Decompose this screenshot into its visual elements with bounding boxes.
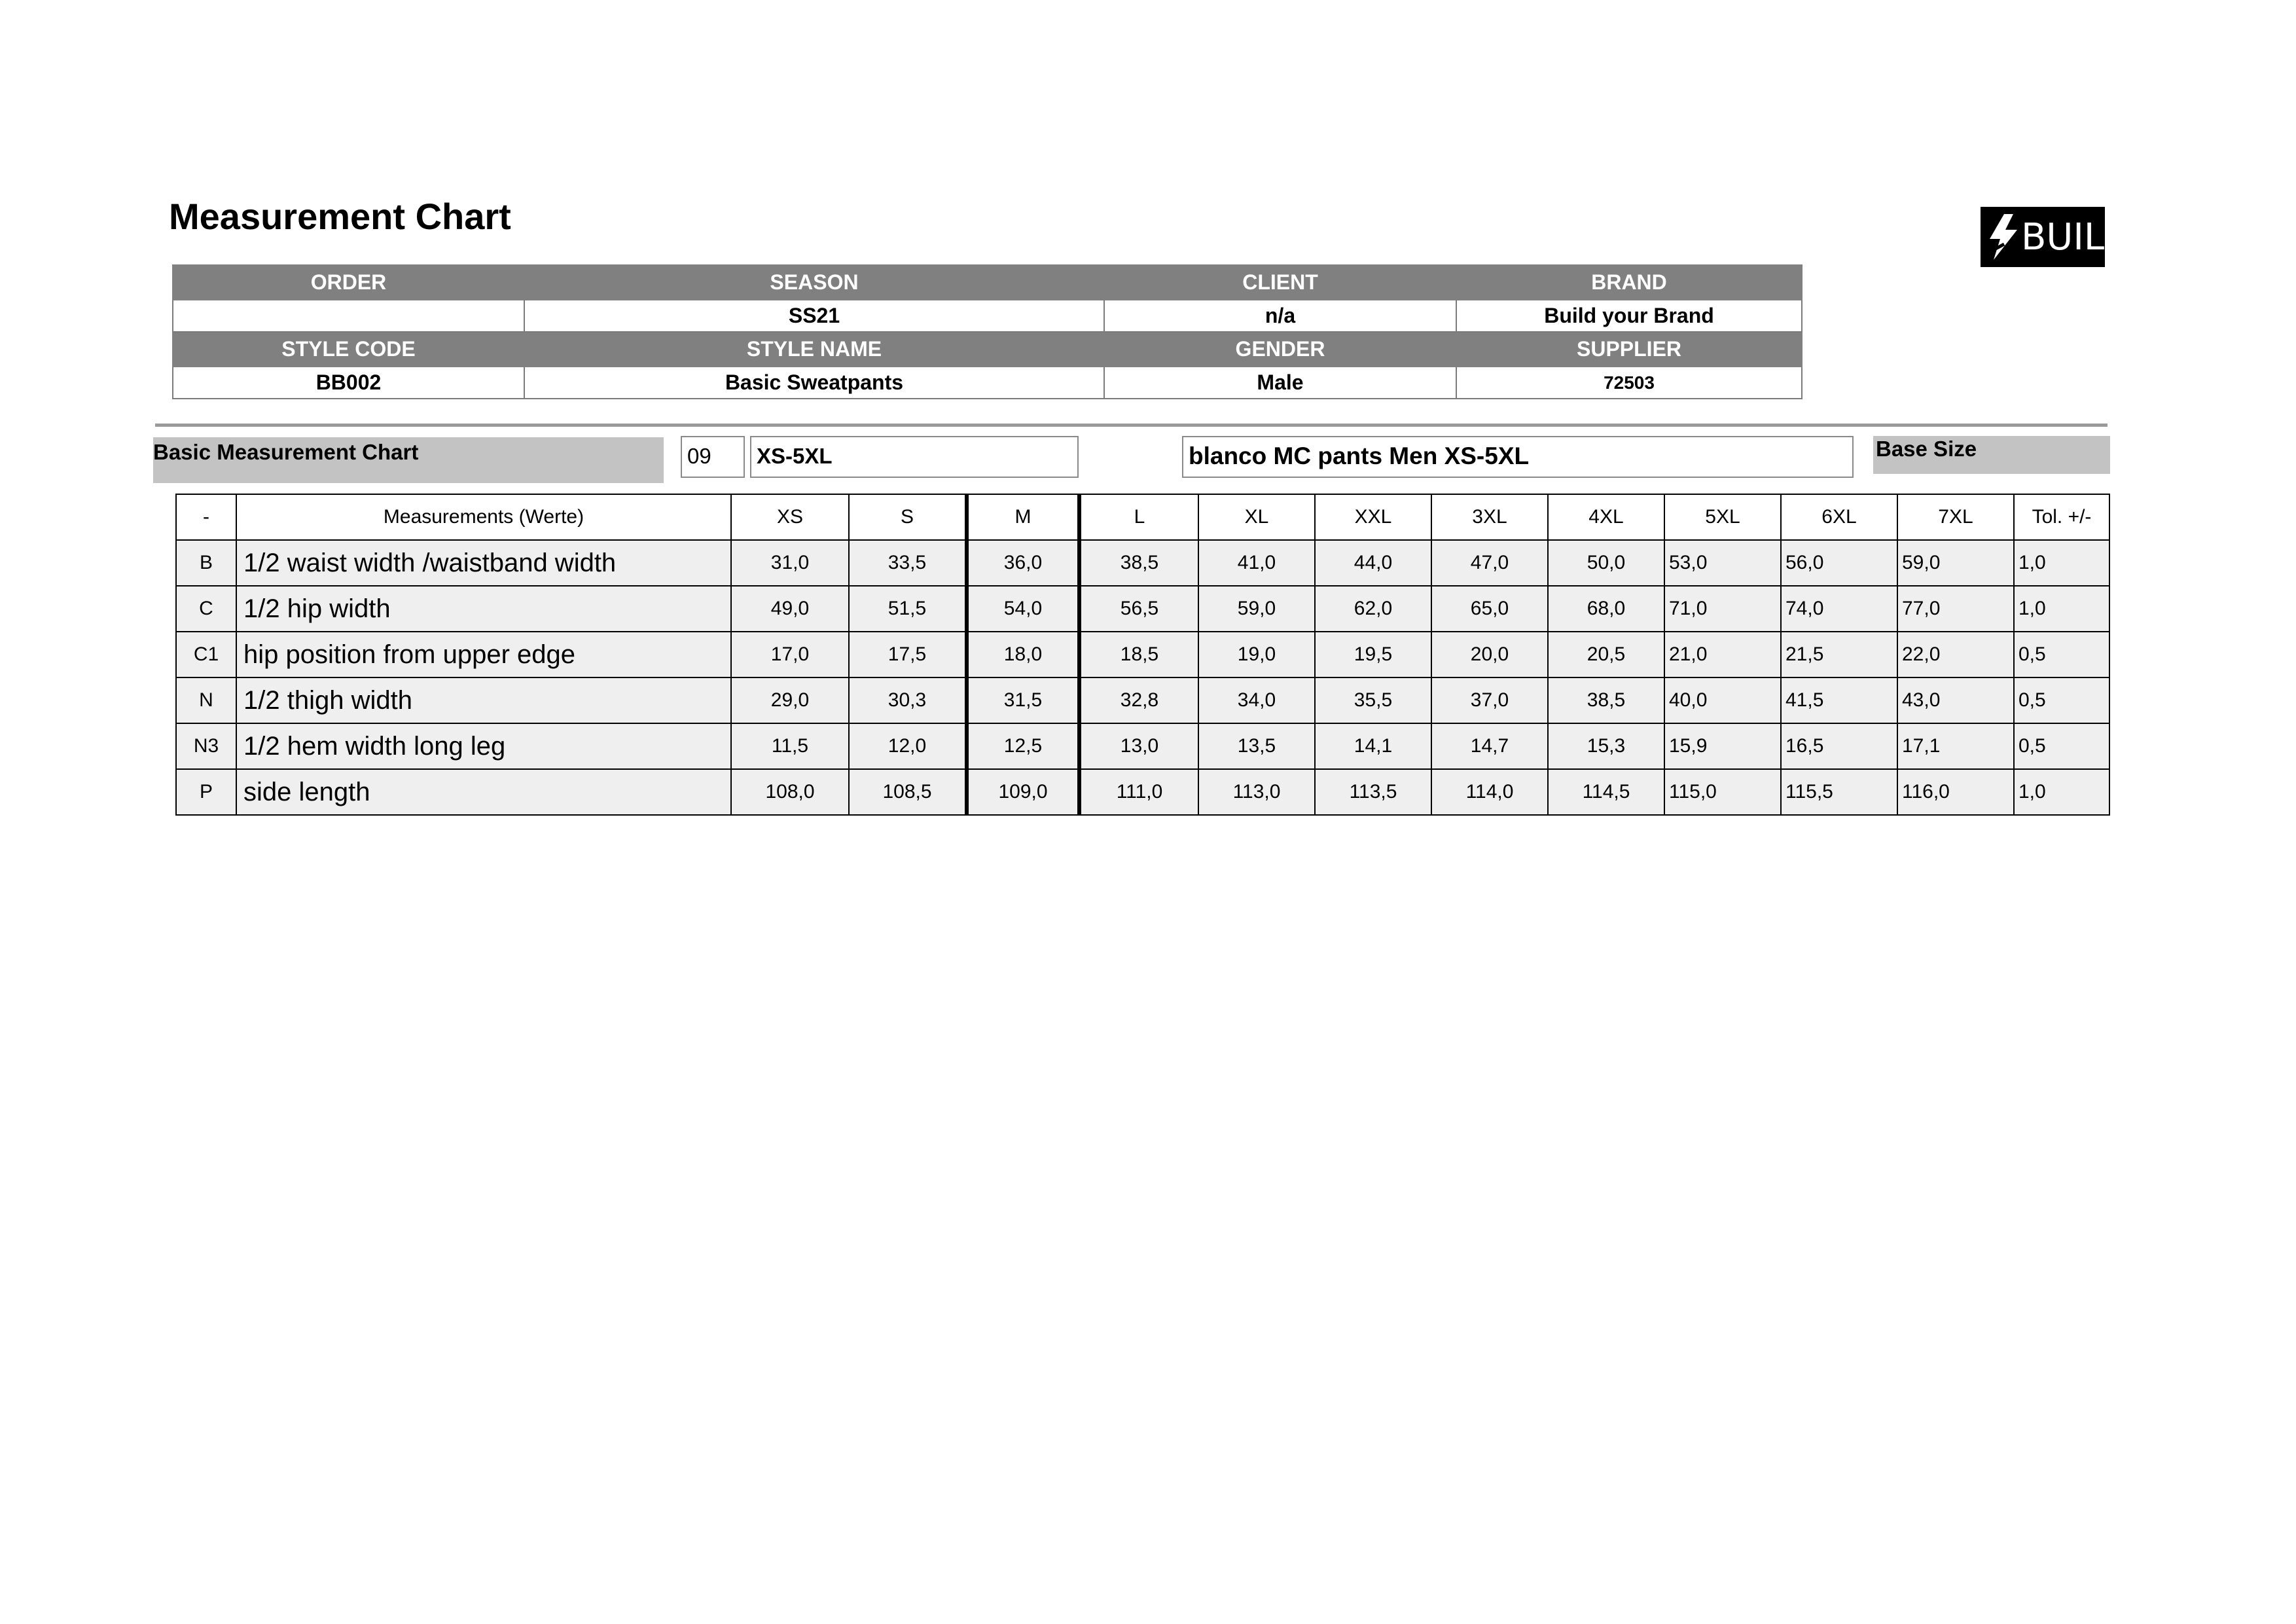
size-value-cell: 35,5 [1315,677,1431,723]
size-value-cell: 38,5 [1548,677,1664,723]
size-value-cell: 17,1 [1897,723,2014,769]
row-code: P [176,769,236,815]
size-value-cell: 44,0 [1315,540,1431,586]
col-header-measurements: Measurements (Werte) [236,494,731,540]
row-measurement-name: 1/2 hip width [236,586,731,632]
row-measurement-name: 1/2 hem width long leg [236,723,731,769]
size-value-cell: 38,5 [1079,540,1198,586]
gender-value: Male [1104,367,1456,399]
tolerance-cell: 0,5 [2014,632,2109,677]
size-value-cell: 31,0 [731,540,849,586]
col-header-tolerance: Tol. +/- [2014,494,2109,540]
size-value-cell: 15,3 [1548,723,1664,769]
table-row [176,540,2109,586]
size-value-cell: 65,0 [1431,586,1548,632]
size-value-cell: 20,0 [1431,632,1548,677]
size-value-cell: 54,0 [967,586,1079,632]
size-value-cell: 21,5 [1781,632,1897,677]
col-header-7xl: 7XL [1897,494,2014,540]
size-value-cell: 62,0 [1315,586,1431,632]
size-value-cell: 41,5 [1781,677,1897,723]
table-row [176,723,2109,769]
col-header-m: M [967,494,1079,540]
order-header: ORDER [173,265,524,300]
size-value-cell: 51,5 [849,586,967,632]
size-value-cell: 15,9 [1664,723,1781,769]
client-value: n/a [1104,300,1456,332]
style-code-value: BB002 [173,367,524,399]
row-measurement-name: 1/2 thigh width [236,677,731,723]
row-code: B [176,540,236,586]
size-value-cell: 115,5 [1781,769,1897,815]
supplier-value: 72503 [1456,367,1802,399]
page-title: Measurement Chart [169,196,511,237]
info-header-row-1 [173,265,1802,300]
style-code-header: STYLE CODE [173,332,524,367]
size-value-cell: 22,0 [1897,632,2014,677]
size-value-cell: 18,0 [967,632,1079,677]
season-header: SEASON [524,265,1104,300]
info-header-row-2 [173,332,1802,367]
size-value-cell: 29,0 [731,677,849,723]
size-value-cell: 12,0 [849,723,967,769]
size-value-cell: 56,5 [1079,586,1198,632]
size-value-cell: 68,0 [1548,586,1664,632]
chart-description-field: blanco MC pants Men XS-5XL [1182,436,1854,478]
tolerance-cell: 0,5 [2014,677,2109,723]
size-value-cell: 50,0 [1548,540,1664,586]
order-info-table [172,264,1803,399]
size-value-cell: 108,5 [849,769,967,815]
size-value-cell: 14,7 [1431,723,1548,769]
size-value-cell: 113,5 [1315,769,1431,815]
size-value-cell: 108,0 [731,769,849,815]
size-value-cell: 111,0 [1079,769,1198,815]
size-value-cell: 40,0 [1664,677,1781,723]
row-code: N3 [176,723,236,769]
size-value-cell: 31,5 [967,677,1079,723]
size-value-cell: 77,0 [1897,586,2014,632]
size-value-cell: 17,5 [849,632,967,677]
size-value-cell: 41,0 [1198,540,1315,586]
size-value-cell: 33,5 [849,540,967,586]
measurement-table [175,494,2110,816]
gender-header: GENDER [1104,332,1456,367]
size-value-cell: 114,5 [1548,769,1664,815]
row-code: C1 [176,632,236,677]
size-value-cell: 30,3 [849,677,967,723]
size-value-cell: 115,0 [1664,769,1781,815]
size-value-cell: 18,5 [1079,632,1198,677]
col-header-s: S [849,494,967,540]
size-value-cell: 19,0 [1198,632,1315,677]
style-name-header: STYLE NAME [524,332,1104,367]
size-value-cell: 109,0 [967,769,1079,815]
info-value-row-2 [173,367,1802,399]
tolerance-cell: 1,0 [2014,586,2109,632]
col-header-3xl: 3XL [1431,494,1548,540]
size-range-field: XS-5XL [750,436,1079,478]
size-value-cell: 36,0 [967,540,1079,586]
col-header-xl: XL [1198,494,1315,540]
size-value-cell: 37,0 [1431,677,1548,723]
col-header-5xl: 5XL [1664,494,1781,540]
tolerance-cell: 1,0 [2014,769,2109,815]
row-code: C [176,586,236,632]
table-row [176,586,2109,632]
basic-measurement-chart-label: Basic Measurement Chart [153,437,664,483]
table-row [176,677,2109,723]
col-header-l: L [1079,494,1198,540]
size-value-cell: 56,0 [1781,540,1897,586]
size-value-cell: 59,0 [1198,586,1315,632]
size-value-cell: 34,0 [1198,677,1315,723]
size-value-cell: 16,5 [1781,723,1897,769]
size-value-cell: 14,1 [1315,723,1431,769]
size-value-cell: 53,0 [1664,540,1781,586]
size-value-cell: 20,5 [1548,632,1664,677]
size-value-cell: 49,0 [731,586,849,632]
row-code: N [176,677,236,723]
section-divider [155,424,2108,427]
tolerance-cell: 0,5 [2014,723,2109,769]
info-value-row-1 [173,300,1802,332]
col-header-6xl: 6XL [1781,494,1897,540]
size-value-cell: 19,5 [1315,632,1431,677]
brand-header: BRAND [1456,265,1802,300]
size-value-cell: 11,5 [731,723,849,769]
size-value-cell: 116,0 [1897,769,2014,815]
season-value: SS21 [524,300,1104,332]
size-value-cell: 74,0 [1781,586,1897,632]
order-value [173,300,524,332]
bolt-icon [1984,213,2022,261]
brand-logo [1981,207,2133,267]
size-value-cell: 13,5 [1198,723,1315,769]
size-value-cell: 43,0 [1897,677,2014,723]
brand-value: Build your Brand [1456,300,1802,332]
row-measurement-name: 1/2 waist width /waistband width [236,540,731,586]
supplier-header: SUPPLIER [1456,332,1802,367]
tolerance-cell: 1,0 [2014,540,2109,586]
chart-code-field: 09 [681,436,745,478]
col-header-code: - [176,494,236,540]
size-value-cell: 114,0 [1431,769,1548,815]
size-value-cell: 12,5 [967,723,1079,769]
size-value-cell: 32,8 [1079,677,1198,723]
size-value-cell: 47,0 [1431,540,1548,586]
size-value-cell: 113,0 [1198,769,1315,815]
size-value-cell: 71,0 [1664,586,1781,632]
row-measurement-name: hip position from upper edge [236,632,731,677]
size-value-cell: 21,0 [1664,632,1781,677]
row-measurement-name: side length [236,769,731,815]
size-value-cell: 17,0 [731,632,849,677]
col-header-4xl: 4XL [1548,494,1664,540]
table-row [176,769,2109,815]
size-value-cell: 13,0 [1079,723,1198,769]
client-header: CLIENT [1104,265,1456,300]
size-value-cell: 59,0 [1897,540,2014,586]
table-row [176,632,2109,677]
measurement-header-row [176,494,2109,540]
logo-text: BUILD [2021,215,2133,259]
base-size-label: Base Size [1873,436,2110,474]
col-header-xs: XS [731,494,849,540]
col-header-xxl: XXL [1315,494,1431,540]
style-name-value: Basic Sweatpants [524,367,1104,399]
